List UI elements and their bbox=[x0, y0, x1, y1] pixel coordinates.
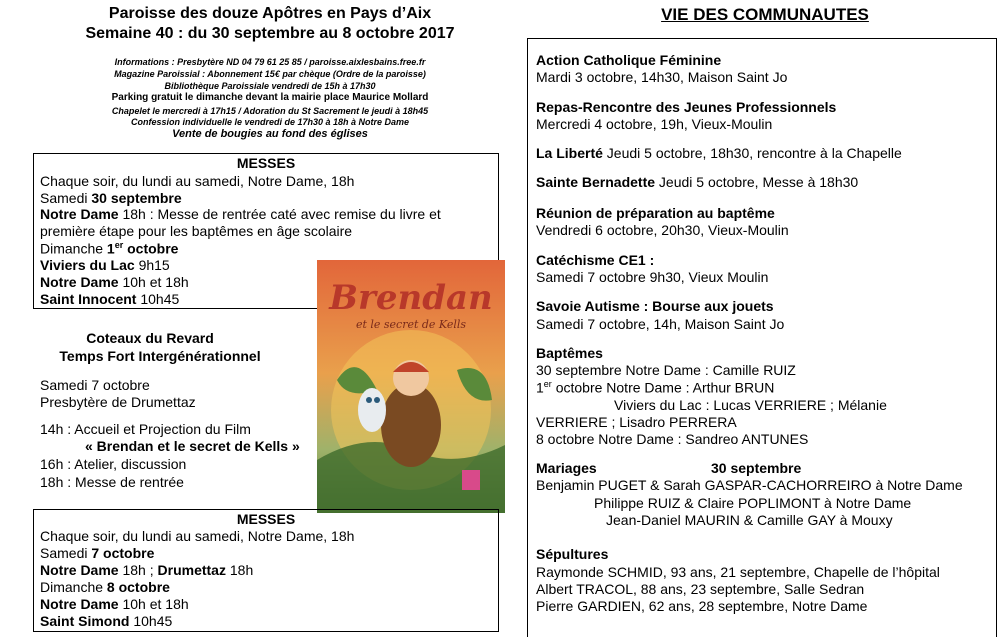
dimanche-date: 8 octobre bbox=[106, 579, 170, 595]
messes-nd-line-1 bbox=[40, 206, 441, 222]
acf-title: Action Catholique Féminine bbox=[536, 52, 722, 68]
liberte-title: La Liberté bbox=[536, 145, 603, 161]
nd-name: Notre Dame bbox=[40, 562, 119, 578]
info-line: Bibliothèque Paroissiale vendredi de 15h à 17h30 bbox=[164, 81, 376, 91]
bernadette-line bbox=[536, 174, 858, 190]
drum-name: Drumettaz bbox=[157, 562, 226, 578]
bernadette-title: Sainte Bernadette bbox=[536, 174, 656, 190]
drum-time: 18h bbox=[225, 562, 254, 578]
bapt-line-5: 8 octobre Notre Dame : Sandreo ANTUNES bbox=[536, 431, 809, 447]
bapt-line-1: 30 septembre Notre Dame : Camille RUIZ bbox=[536, 362, 796, 378]
messes-dimanche-2 bbox=[40, 579, 170, 595]
confession-line: Confession individuelle le vendredi de 17h30 à 18h à Notre Dame bbox=[130, 117, 410, 127]
info-line: Magazine Paroissial : Abonnement 15€ par chèque (Ordre de la paroisse) bbox=[114, 69, 426, 79]
film-poster bbox=[317, 260, 505, 513]
sepulture-line-1: Raymonde SCHMID, 93 ans, 21 septembre, Chapelle de l’hôpital bbox=[536, 564, 940, 580]
messes-viviers bbox=[40, 257, 170, 273]
si-name: Saint Innocent bbox=[40, 291, 137, 307]
nd-name: Notre Dame bbox=[40, 206, 119, 222]
samedi-label: Samedi bbox=[40, 545, 92, 561]
coteaux-place: Presbytère de Drumettaz bbox=[40, 394, 196, 410]
sepulture-line-2: Albert TRACOL, 88 ans, 23 septembre, Salle Sedran bbox=[536, 581, 865, 597]
parish-title: Paroisse des douze Apôtres en Pays d’Aix bbox=[108, 5, 432, 22]
coteaux-title: Coteaux du Revard bbox=[86, 330, 214, 346]
nd2-name: Notre Dame bbox=[40, 596, 119, 612]
messes-dimanche-1 bbox=[40, 240, 178, 257]
messes-ss bbox=[40, 613, 172, 629]
savoie-text: Samedi 7 octobre, 14h, Maison Saint Jo bbox=[536, 316, 785, 332]
acf-text: Mardi 3 octobre, 14h30, Maison Saint Jo bbox=[536, 69, 788, 85]
bapt-line-3: Viviers du Lac : Lucas VERRIERE ; Mélanie bbox=[614, 397, 887, 413]
ss-time: 10h45 bbox=[129, 613, 173, 629]
poster-title: Brendan bbox=[329, 278, 493, 318]
dimanche-label: Dimanche bbox=[40, 240, 107, 257]
reunion-text: Vendredi 6 octobre, 20h30, Vieux-Moulin bbox=[536, 222, 789, 238]
mariage-line-2: Philippe RUIZ & Claire POPLIMONT à Notre Dame bbox=[594, 495, 912, 511]
coteaux-18h: 18h : Messe de rentrée bbox=[40, 474, 184, 490]
liberte-text: Jeudi 5 octobre, 18h30, rencontre à la Chapelle bbox=[602, 145, 902, 161]
vie-title: VIE DES COMMUNAUTES bbox=[661, 5, 869, 24]
mariages-date: 30 septembre bbox=[711, 460, 802, 476]
info-line: Informations : Presbytère ND 04 79 61 25 85 / paroisse.aixlesbains.free.fr bbox=[114, 57, 426, 67]
messes-nd-2 bbox=[40, 562, 253, 578]
bapt-sup: er bbox=[543, 379, 552, 389]
messes-daily-1: Chaque soir, du lundi au samedi, Notre Dame, 18h bbox=[40, 173, 355, 189]
parking-line: Parking gratuit le dimanche devant la mairie place Maurice Mollard bbox=[111, 92, 429, 103]
poster-subtitle: et le secret de Kells bbox=[355, 318, 467, 331]
cate-text: Samedi 7 octobre 9h30, Vieux Moulin bbox=[536, 269, 769, 285]
messes-nd2-2 bbox=[40, 596, 189, 612]
bapt-line-4: VERRIERE ; Lisadro PERRERA bbox=[536, 414, 737, 430]
nd2-time: 10h et 18h bbox=[118, 596, 189, 612]
messes-samedi-1 bbox=[40, 190, 182, 206]
samedi-label: Samedi bbox=[40, 190, 92, 206]
bernadette-text: Jeudi 5 octobre, Messe à 18h30 bbox=[655, 174, 859, 190]
si-time: 10h45 bbox=[136, 291, 180, 307]
repas-text: Mercredi 4 octobre, 19h, Vieux-Moulin bbox=[536, 116, 773, 132]
samedi-date: 30 septembre bbox=[91, 190, 182, 206]
mariages-title: Mariages bbox=[536, 460, 597, 476]
dimanche-num: 1 bbox=[106, 240, 115, 257]
bapt-num: 1 bbox=[536, 379, 544, 396]
messes-nd2 bbox=[40, 274, 189, 290]
baptemes-title: Baptêmes bbox=[536, 345, 603, 361]
dimanche-sup: er bbox=[114, 240, 124, 250]
nd-time: 18h ; bbox=[118, 562, 158, 578]
coteaux-film: « Brendan et le secret de Kells » bbox=[85, 438, 300, 454]
nd-text: 18h : Messe de rentrée caté avec remise du livre et bbox=[118, 206, 441, 222]
ss-name: Saint Simond bbox=[40, 613, 130, 629]
bougies-line: Vente de bougies au fond des églises bbox=[172, 128, 368, 140]
sepultures-title: Sépultures bbox=[536, 546, 609, 562]
viviers-time: 9h15 bbox=[134, 257, 170, 273]
nd2-time: 10h et 18h bbox=[118, 274, 189, 290]
coteaux-16h: 16h : Atelier, discussion bbox=[40, 456, 187, 472]
coteaux-subtitle: Temps Fort Intergénérationnel bbox=[59, 348, 261, 364]
dimanche-month: octobre bbox=[123, 240, 179, 257]
viviers-name: Viviers du Lac bbox=[40, 257, 135, 273]
messes-title-1: MESSES bbox=[236, 155, 296, 171]
coteaux-date: Samedi 7 octobre bbox=[40, 377, 150, 393]
dimanche-label: Dimanche bbox=[40, 579, 107, 595]
liberte-line bbox=[536, 145, 902, 161]
reunion-title: Réunion de préparation au baptême bbox=[536, 205, 775, 221]
nd2-name: Notre Dame bbox=[40, 274, 119, 290]
mariage-line-1: Benjamin PUGET & Sarah GASPAR-CACHORREIRO à Notre Dame bbox=[536, 477, 963, 493]
messes-nd-line-2: première étape pour les baptêmes en âge scolaire bbox=[40, 223, 353, 239]
week-title: Semaine 40 : du 30 septembre au 8 octobre 2017 bbox=[85, 25, 455, 42]
bapt-line-2 bbox=[536, 379, 774, 396]
coteaux-14h: 14h : Accueil et Projection du Film bbox=[40, 421, 251, 437]
chapelet-line: Chapelet le mercredi à 17h15 / Adoration du St Sacrement le jeudi à 18h45 bbox=[111, 106, 429, 116]
sepulture-line-3: Pierre GARDIEN, 62 ans, 28 septembre, Notre Dame bbox=[536, 598, 868, 614]
repas-title: Repas-Rencontre des Jeunes Professionnels bbox=[536, 99, 837, 115]
samedi-date: 7 octobre bbox=[91, 545, 155, 561]
savoie-title: Savoie Autisme : Bourse aux jouets bbox=[536, 298, 774, 314]
messes-title-2: MESSES bbox=[236, 511, 296, 527]
messes-samedi-2 bbox=[40, 545, 154, 561]
mariage-line-3: Jean-Daniel MAURIN & Camille GAY à Mouxy bbox=[606, 512, 893, 528]
messes-daily-2: Chaque soir, du lundi au samedi, Notre Dame, 18h bbox=[40, 528, 355, 544]
cate-title: Catéchisme CE1 : bbox=[536, 252, 655, 268]
bapt-rest: octobre Notre Dame : Arthur BRUN bbox=[551, 379, 775, 396]
messes-si bbox=[40, 291, 179, 307]
